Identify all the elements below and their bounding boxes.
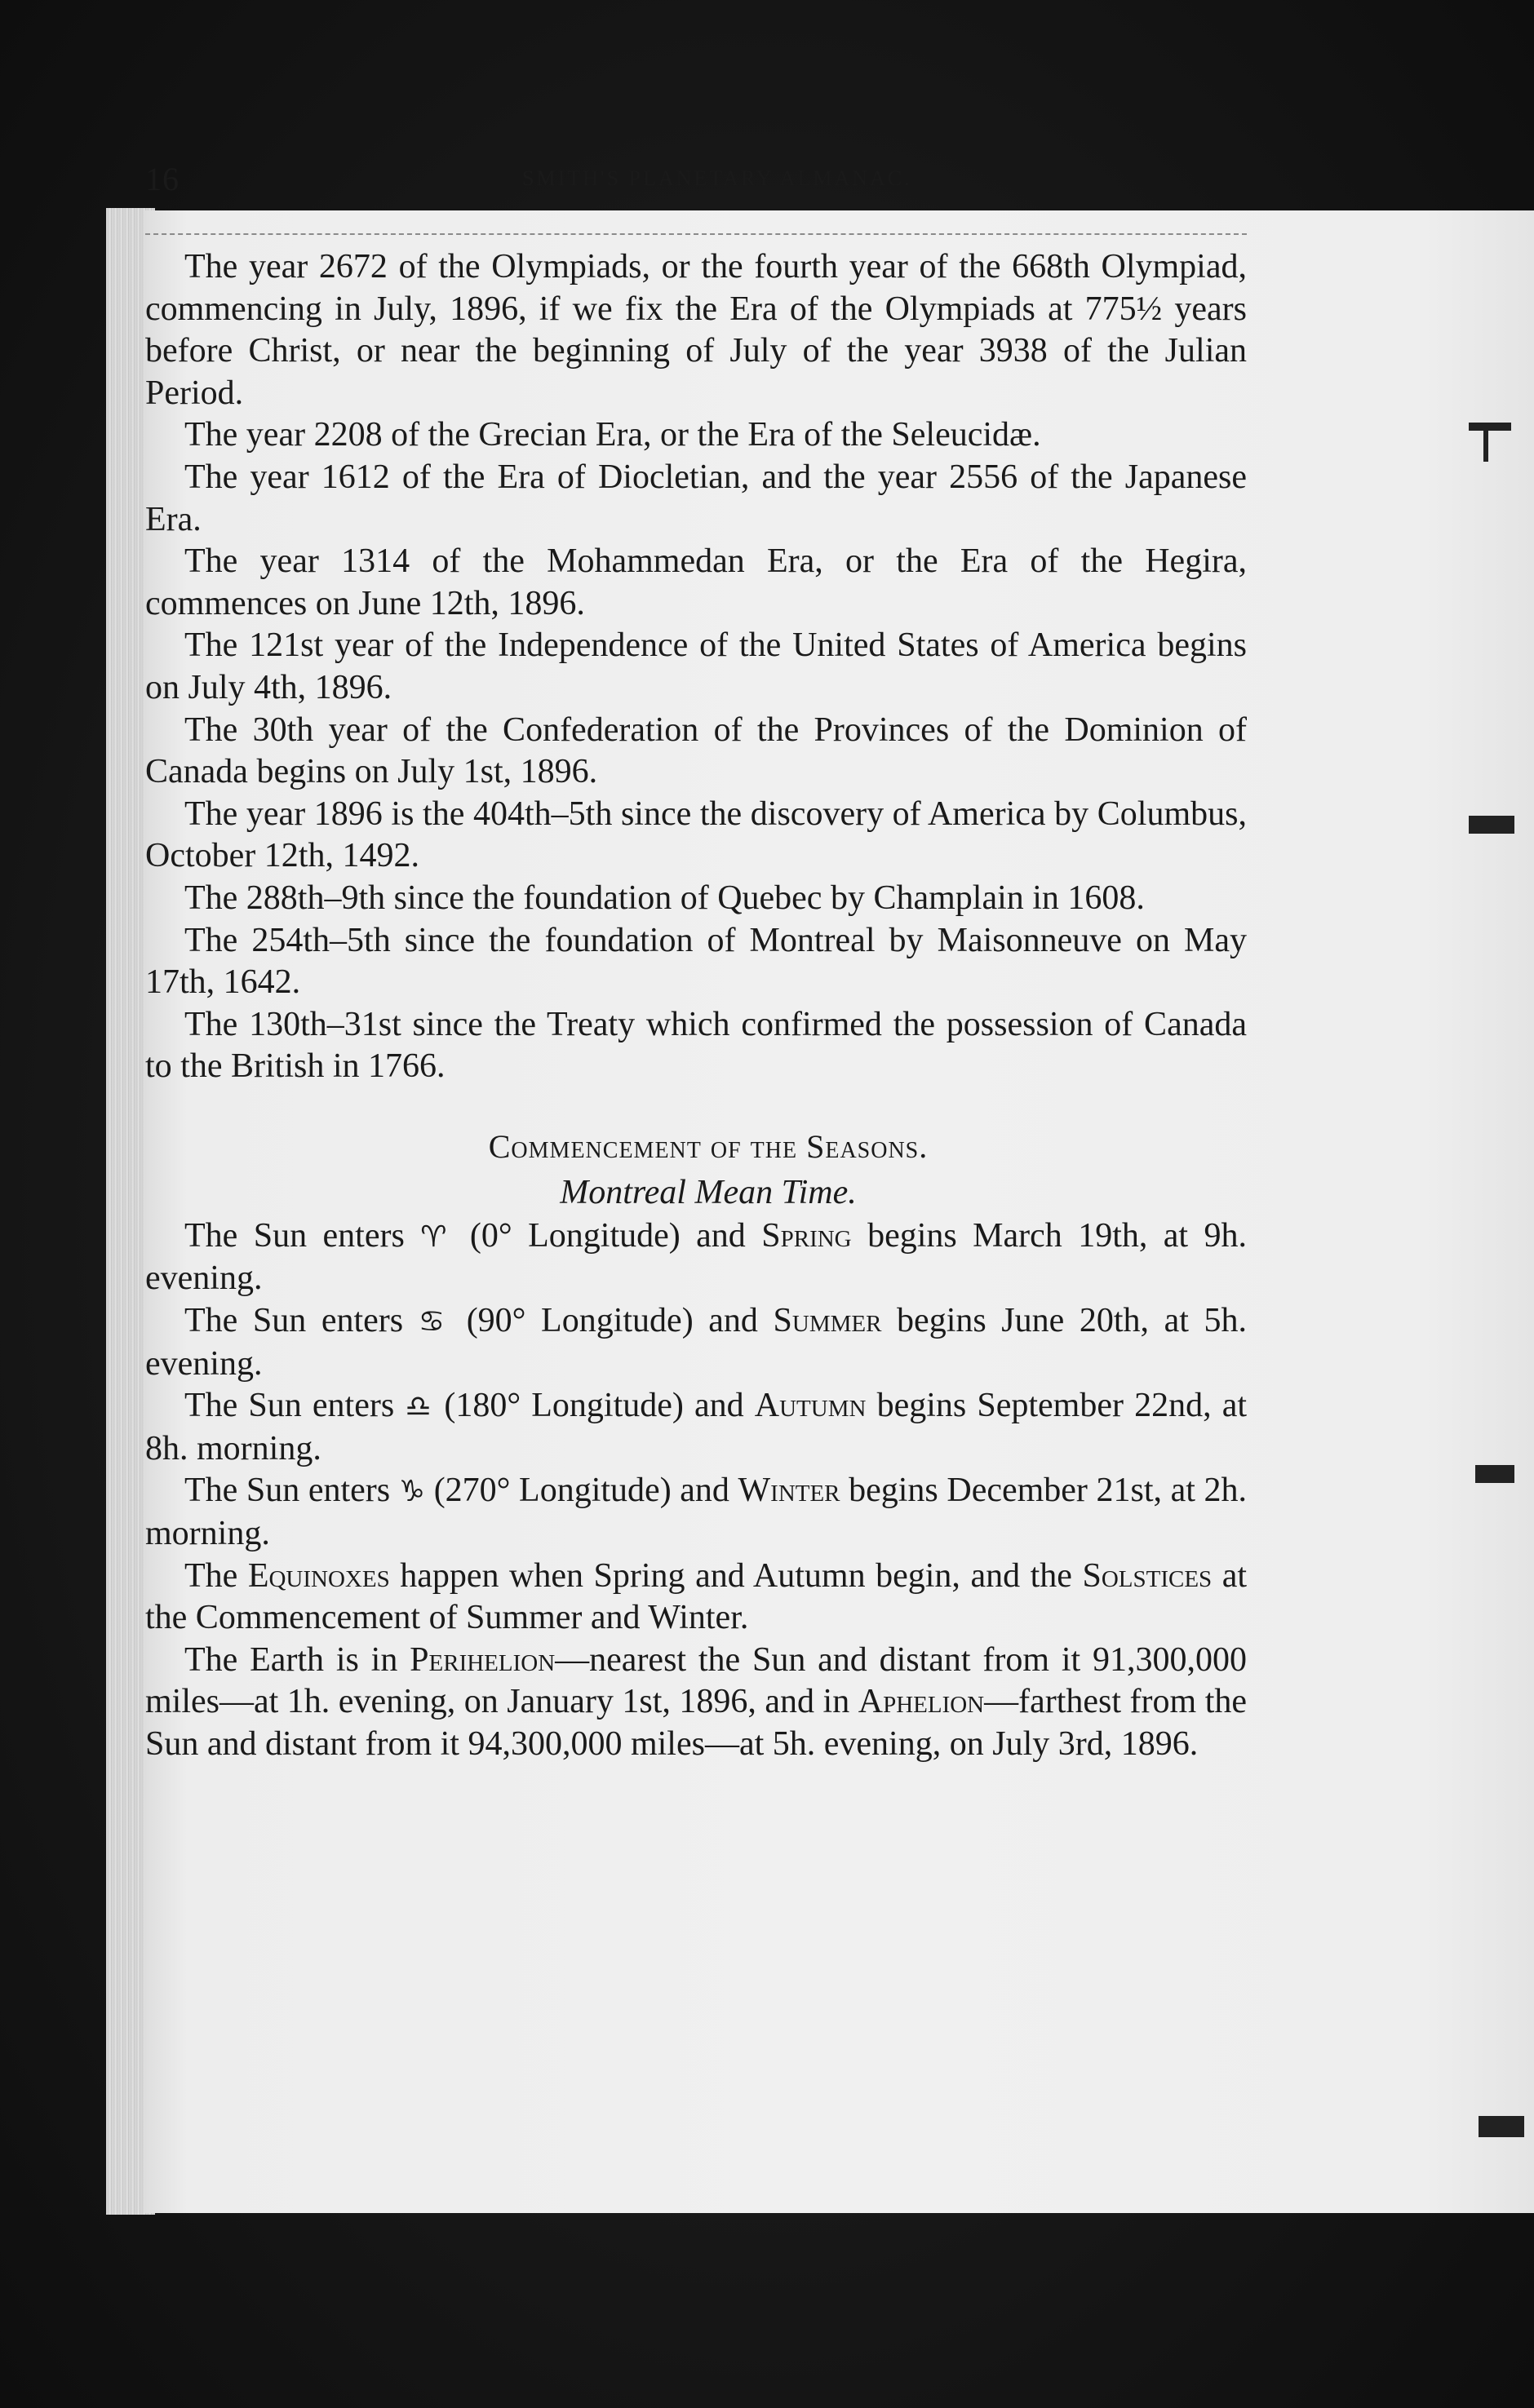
paragraph-columbus: The year 1896 is the 404th–5th since the discovery of America by Columbus, October 12th, 1492. [145, 795, 1247, 875]
section-title-seasons: Commencement of the Seasons. [488, 1127, 929, 1165]
entry-text: (0° Longitude) and [469, 1216, 746, 1255]
season-entry-summer [145, 1300, 1247, 1385]
season-entry-autumn [145, 1385, 1247, 1470]
section-subtitle-time: Montreal Mean Time. [560, 1173, 857, 1211]
season-name: Autumn [754, 1387, 867, 1425]
season-name: Winter [738, 1472, 840, 1510]
equinox-text: happen when Spring and Autumn begin, and the [400, 1556, 1072, 1595]
paragraph-quebec: The 288th–9th since the foundation of Quebec by Champlain in 1608. [184, 879, 1145, 917]
term-aphelion: Aphelion [858, 1683, 985, 1721]
term-solstices: Solstices [1082, 1556, 1213, 1595]
paragraph-diocletian: The year 1612 of the Era of Diocletian, and the year 2556 of the Japanese Era. [145, 458, 1247, 538]
entry-text: The Sun enters [184, 1216, 405, 1255]
entry-text: begins March 19th, at 9h. evening. [145, 1216, 1248, 1298]
perihelion-text: The Earth is in [184, 1640, 398, 1679]
season-name: Spring [761, 1216, 852, 1255]
equinox-text: at the Commencement of Summer and Winter. [145, 1556, 1248, 1637]
running-head: SMITH'S PLANETARY ALMANAC. [522, 166, 912, 190]
entry-text: The Sun enters [184, 1302, 404, 1340]
term-equinoxes: Equinoxes [247, 1556, 390, 1595]
paragraph-independence: The 121st year of the Independence of the United States of America begins on July 4th, 1896. [145, 626, 1247, 706]
paragraph-grecian-era: The year 2208 of the Grecian Era, or the Era of the Seleucidæ. [184, 416, 1041, 454]
equinox-text: The [184, 1556, 238, 1595]
entry-text: The Sun enters [184, 1387, 395, 1425]
libra-icon: ♎ [405, 1390, 434, 1424]
edge-mark [1479, 2116, 1524, 2137]
edge-mark [1475, 1465, 1514, 1483]
edge-mark [1469, 423, 1511, 431]
entry-text: (90° Longitude) and [466, 1302, 758, 1340]
aries-icon: ♈ [420, 1219, 454, 1254]
entry-text: (180° Longitude) and [444, 1387, 744, 1425]
paragraph-mohammedan-era: The year 1314 of the Mohammedan Era, or the Era of the Hegira, commences on June 12th, 1896. [145, 542, 1247, 622]
page-header [145, 160, 1247, 217]
header-rule [145, 233, 1247, 235]
entry-text: The Sun enters [184, 1472, 391, 1510]
cancer-icon: ♋ [418, 1305, 452, 1339]
paragraph-equinoxes [145, 1556, 1247, 1640]
entry-text: begins September 22nd, at 8h. morning. [145, 1387, 1248, 1467]
perihelion-text: —nearest the Sun and distant from it 91,300,000 miles—at 1h. evening, on January 1st, 1896, and in [145, 1640, 1247, 1721]
paragraph-perihelion [145, 1640, 1247, 1766]
section-gap [145, 1088, 1247, 1124]
paragraph-confederation: The 30th year of the Confederation of the Provinces of the Dominion of Canada begins on July 1st, 1896. [145, 710, 1247, 791]
edge-mark [1469, 816, 1514, 834]
season-entry-spring [145, 1215, 1247, 1300]
entry-text: begins June 20th, at 5h. evening. [145, 1302, 1248, 1383]
season-name: Summer [773, 1302, 882, 1340]
paragraph-olympiads: The year 2672 of the Olympiads, or the fourth year of the 668th Olympiad, commencing in July, 1896, if we fix the Era of the Olympiads at 775½ years before Christ, or near the beginning of July of the year 3938 of the Julian Period. [145, 248, 1247, 412]
paragraph-treaty: The 130th–31st since the Treaty which confirmed the possession of Canada to the British in 1766. [145, 1005, 1247, 1086]
paragraph-montreal: The 254th–5th since the foundation of Montreal by Maisonneuve on May 17th, 1642. [145, 921, 1247, 1002]
entry-text: begins December 21st, at 2h. morning. [145, 1472, 1248, 1553]
edge-mark [1483, 429, 1488, 462]
capricorn-icon: ♑ [398, 1475, 426, 1509]
entry-text: (270° Longitude) and [433, 1472, 729, 1510]
page-body [145, 246, 1247, 1766]
page-number: 16 [145, 161, 180, 197]
perihelion-text: —farthest from the Sun and distant from it 94,300,000 miles—at 5h. evening, on July 3rd, 1896. [145, 1683, 1248, 1763]
season-entry-winter [145, 1470, 1247, 1555]
term-perihelion: Perihelion [410, 1640, 556, 1679]
